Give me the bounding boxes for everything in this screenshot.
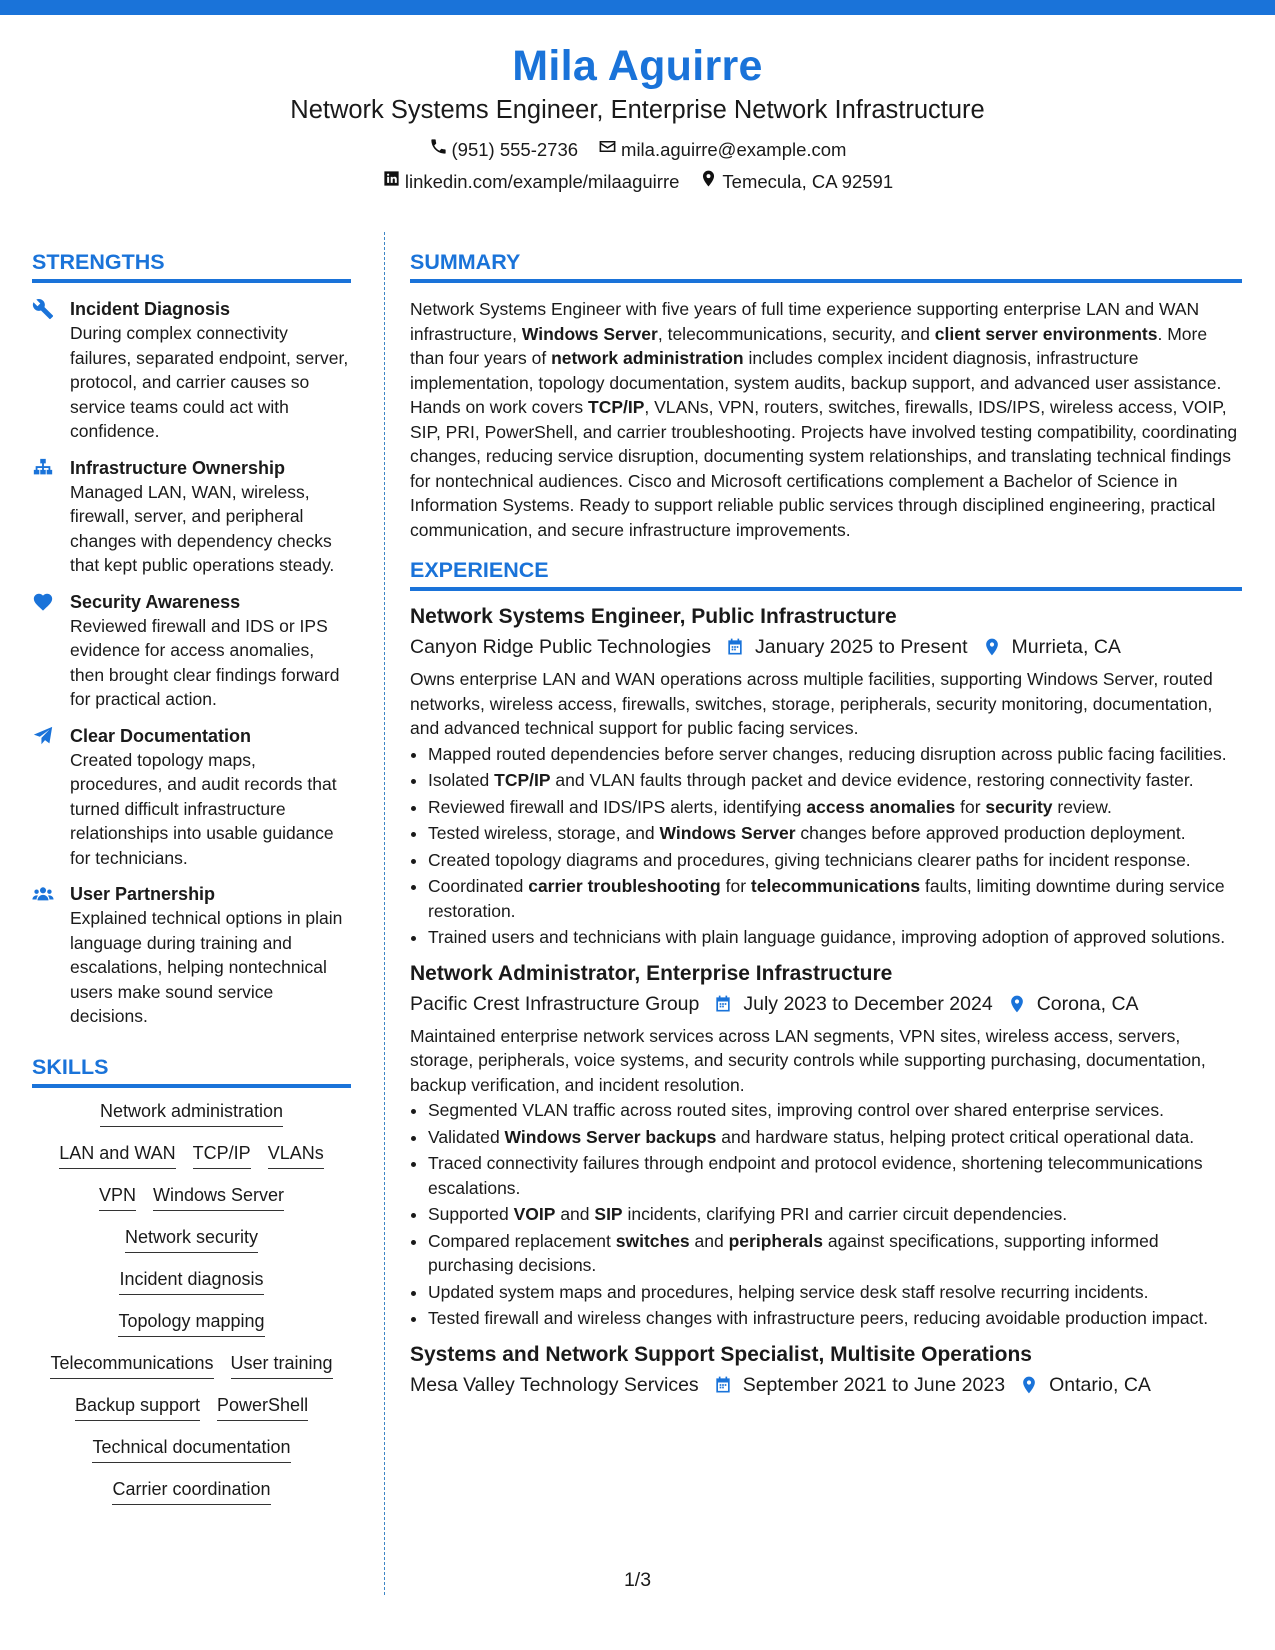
skill-tag: Network security — [125, 1226, 258, 1253]
strength-description: Created topology maps, procedures, and audit records that turned difficult infrastructure relationships into usable guidance for technicians. — [70, 749, 337, 868]
job-entry — [410, 960, 1242, 1331]
skill-tag: Telecommunications — [50, 1352, 213, 1379]
text-run: against specifications, supporting informed purchasing decisions. — [428, 1230, 1159, 1275]
skill-row — [32, 1436, 351, 1463]
skill-row — [32, 1268, 351, 1295]
skill-row — [32, 1226, 351, 1253]
job-location — [1019, 1371, 1151, 1399]
calendar-icon — [725, 637, 755, 657]
text-run: Segmented VLAN traffic across routed sites, improving control over shared enterprise services. — [428, 1100, 1164, 1120]
text-run: , VLANs, VPN, routers, switches, firewalls, IDS/IPS, wireless access, VOIP, SIP, PRI, PowerShell, and carrier troubleshooting. Projects have involved testing compatibility, coordinating changes, reducing service disruption, documenting system relationships, and translating technical findings for nontechnical audiences. Cisco and Microsoft certifications complement a Bachelor of Science in Information Systems. Ready to support reliable public services through disciplined engineering, practical communication, and secure infrastructure improvements. — [410, 397, 1238, 540]
text-run: review. — [1052, 796, 1112, 817]
skill-tag: Windows Server — [153, 1184, 284, 1211]
experience-heading: EXPERIENCE — [410, 556, 1242, 591]
strength-item — [32, 456, 351, 578]
job-description: Maintained enterprise network services across LAN segments, VPN sites, wireless access, servers, storage, peripherals, voice systems, and security controls while supporting purchasing, documentation, backup verification, and incident resolution. — [410, 1025, 1206, 1095]
job-meta — [410, 990, 1242, 1018]
text-run: Coordinated — [428, 876, 529, 896]
page-number: 1/3 — [623, 1569, 652, 1591]
achievement-item — [428, 742, 1242, 767]
sitemap-icon — [32, 456, 70, 578]
email-address: mila.aguirre@example.com — [621, 138, 847, 160]
location-text: Temecula, CA 92591 — [722, 170, 894, 192]
bold-keyword: Windows Server backups — [504, 1126, 717, 1147]
job-dates — [713, 990, 992, 1018]
job-entry — [410, 603, 1242, 950]
date-range: July 2023 to December 2024 — [743, 992, 993, 1015]
job-meta — [410, 1371, 1242, 1399]
text-run: and — [555, 1204, 595, 1224]
strength-item — [32, 882, 351, 1029]
text-run: Validated — [428, 1126, 505, 1147]
map-pin-icon — [982, 637, 1012, 657]
text-run: . More than four years of — [410, 323, 1208, 368]
bold-keyword: peripherals — [728, 1230, 823, 1251]
resume-header — [0, 40, 1275, 194]
email-contact[interactable] — [598, 137, 846, 162]
achievement-item — [428, 768, 1242, 793]
strength-title: Security Awareness — [70, 591, 241, 612]
linkedin-icon — [382, 169, 401, 194]
bold-keyword: VOIP — [513, 1204, 556, 1224]
skill-tag: Network administration — [100, 1100, 283, 1127]
contact-row-1 — [0, 137, 1275, 162]
text-run: and — [689, 1230, 729, 1251]
location-text: Corona, CA — [1036, 992, 1139, 1015]
achievement-item — [428, 1202, 1242, 1227]
achievement-item — [428, 795, 1242, 820]
linkedin-contact[interactable] — [382, 169, 680, 194]
skills-list — [32, 1100, 351, 1505]
job-dates — [713, 1371, 1005, 1399]
phone-contact[interactable] — [429, 137, 579, 162]
achievement-item — [428, 1098, 1242, 1123]
job-location — [1007, 990, 1139, 1018]
achievement-item — [428, 1306, 1242, 1331]
location-contact — [699, 169, 893, 194]
text-run: Compared replacement — [428, 1230, 616, 1251]
text-run: Tested wireless, storage, and — [428, 823, 660, 843]
right-column — [410, 248, 1242, 1411]
strength-description: Reviewed firewall and IDS or IPS evidence for access anomalies, then brought clear findings forward for practical action. — [70, 615, 340, 709]
skill-tag: VPN — [99, 1184, 136, 1211]
achievement-item — [428, 1151, 1242, 1200]
headline: Network Systems Engineer, Enterprise Network Infrastructure — [290, 96, 985, 124]
achievement-item — [428, 1125, 1242, 1150]
text-run: , telecommunications, security, and — [657, 323, 935, 344]
linkedin-url: linkedin.com/example/milaaguirre — [404, 170, 680, 192]
text-run: Mapped routed dependencies before server changes, reducing disruption across public facing facilities. — [428, 743, 1227, 764]
job-title: Network Systems Engineer, Public Infrastructure — [410, 605, 897, 628]
job-description: Owns enterprise LAN and WAN operations across multiple facilities, supporting Windows Server, routed networks, wireless access, firewalls, switches, storage, peripherals, security monitoring, documentation, and advanced technical support for public facing services. — [410, 669, 1213, 738]
job-title: Systems and Network Support Specialist, Multisite Operations — [410, 1342, 1032, 1366]
strength-title: Incident Diagnosis — [70, 299, 231, 319]
skill-tag: VLANs — [268, 1142, 324, 1169]
bold-keyword: Windows Server — [659, 823, 796, 843]
job-location — [982, 633, 1121, 661]
skill-row — [32, 1352, 351, 1379]
left-column — [32, 248, 351, 1520]
experience-list — [410, 603, 1242, 1399]
map-pin-icon — [1019, 1375, 1049, 1395]
bold-keyword: TCP/IP — [588, 397, 645, 417]
strength-item — [32, 297, 351, 444]
strengths-heading: STRENGTHS — [32, 248, 351, 283]
candidate-name: Mila Aguirre — [512, 42, 763, 90]
summary-paragraph — [410, 297, 1242, 542]
top-accent-bar — [0, 0, 1275, 15]
strength-title: Clear Documentation — [70, 725, 252, 746]
calendar-icon — [713, 994, 743, 1014]
skill-row — [32, 1100, 351, 1127]
bold-keyword: TCP/IP — [494, 770, 551, 790]
bold-keyword: access anomalies — [806, 796, 956, 817]
skill-row — [32, 1142, 351, 1169]
skills-section — [32, 1053, 351, 1505]
strength-item — [32, 590, 351, 712]
users-icon — [32, 882, 70, 1029]
strength-description: Explained technical options in plain language during training and escalations, helping nontechnical users make sound service decisions. — [70, 908, 343, 1026]
achievement-item — [428, 925, 1242, 950]
bold-keyword: security — [985, 796, 1053, 817]
wrench-icon — [32, 297, 70, 444]
text-run: Traced connectivity failures through endpoint and protocol evidence, shortening telecommunications escalations. — [428, 1153, 1203, 1198]
achievement-item — [428, 1229, 1242, 1278]
company-name: Mesa Valley Technology Services — [410, 1373, 699, 1396]
location-text: Murrieta, CA — [1011, 636, 1121, 658]
text-run: Isolated — [428, 770, 495, 790]
location-text: Ontario, CA — [1049, 1373, 1151, 1396]
map-pin-icon — [699, 169, 718, 194]
skill-tag: PowerShell — [217, 1394, 308, 1421]
text-run: includes complex incident diagnosis, infrastructure implementation, topology documentation, system audits, backup support, and advanced user assistance. Hands on work covers — [410, 348, 1222, 417]
text-run: Supported — [428, 1204, 514, 1224]
text-run: Created topology diagrams and procedures, giving technicians clearer paths for incident response. — [428, 849, 1191, 870]
skill-tag: Technical documentation — [92, 1436, 290, 1463]
date-range: September 2021 to June 2023 — [742, 1373, 1006, 1396]
text-run: Tested firewall and wireless changes with infrastructure peers, reducing avoidable production impact. — [428, 1308, 1209, 1328]
skill-row — [32, 1310, 351, 1337]
achievement-item — [428, 874, 1242, 923]
skill-row — [32, 1184, 351, 1211]
job-meta — [410, 633, 1242, 661]
text-run: Trained users and technicians with plain language guidance, improving adoption of approved solutions. — [428, 927, 1226, 947]
text-run: Network Systems Engineer with five years of full time experience supporting enterprise LAN and WAN infrastructure, — [410, 299, 1200, 344]
job-entry — [410, 1341, 1242, 1399]
bold-keyword: client server environments — [934, 323, 1158, 344]
heart-icon — [32, 590, 70, 712]
achievement-item — [428, 848, 1242, 873]
job-title: Network Administrator, Enterprise Infrastructure — [410, 961, 893, 985]
skill-tag: Topology mapping — [118, 1310, 264, 1337]
achievement-list — [410, 1098, 1242, 1331]
skills-heading: SKILLS — [32, 1053, 351, 1088]
strength-title: User Partnership — [70, 884, 216, 904]
bold-keyword: switches — [615, 1230, 690, 1251]
text-run: Reviewed firewall and IDS/IPS alerts, identifying — [428, 796, 807, 817]
text-run: and VLAN faults through packet and device evidence, restoring connectivity faster. — [550, 770, 1194, 790]
skill-tag: LAN and WAN — [59, 1142, 175, 1169]
strength-description: During complex connectivity failures, separated endpoint, server, protocol, and carrier causes so service teams could act with confidence. — [70, 323, 349, 441]
strength-description: Managed LAN, WAN, wireless, firewall, server, and peripheral changes with dependency checks that kept public operations steady. — [70, 481, 335, 575]
skill-row — [32, 1478, 351, 1505]
bold-keyword: network administration — [551, 348, 744, 368]
job-dates — [725, 633, 967, 661]
achievement-item — [428, 821, 1242, 846]
skill-row — [32, 1394, 351, 1421]
bold-keyword: SIP — [594, 1204, 623, 1224]
achievement-list — [410, 742, 1242, 950]
phone-number: (951) 555-2736 — [451, 138, 579, 160]
bold-keyword: Windows Server — [521, 323, 658, 344]
calendar-icon — [713, 1375, 743, 1395]
strength-item — [32, 724, 351, 871]
phone-icon — [429, 137, 448, 162]
text-run: incidents, clarifying PRI and carrier circuit dependencies. — [622, 1204, 1068, 1224]
text-run: Updated system maps and procedures, helping service desk staff resolve recurring incidents. — [428, 1281, 1149, 1302]
bold-keyword: telecommunications — [750, 876, 921, 896]
skill-tag: Backup support — [75, 1394, 200, 1421]
skill-tag: Incident diagnosis — [119, 1268, 263, 1295]
skill-tag: User training — [231, 1352, 333, 1379]
strength-title: Infrastructure Ownership — [70, 457, 286, 478]
summary-heading: SUMMARY — [410, 248, 1242, 283]
company-name: Canyon Ridge Public Technologies — [410, 636, 712, 658]
text-run: changes before approved production deployment. — [795, 823, 1186, 843]
envelope-icon — [598, 137, 617, 162]
paper-plane-icon — [32, 724, 70, 871]
company-name: Pacific Crest Infrastructure Group — [410, 992, 700, 1015]
contact-row-2 — [0, 169, 1275, 194]
map-pin-icon — [1007, 994, 1037, 1014]
column-divider — [384, 232, 385, 1595]
text-run: for — [720, 876, 751, 896]
text-run: faults, limiting downtime during service restoration. — [428, 876, 1225, 921]
bold-keyword: carrier troubleshooting — [528, 876, 721, 896]
skill-tag: Carrier coordination — [112, 1478, 270, 1505]
text-run: for — [955, 796, 986, 817]
date-range: January 2025 to Present — [755, 636, 968, 658]
achievement-item — [428, 1280, 1242, 1305]
skill-tag: TCP/IP — [193, 1142, 251, 1169]
text-run: and hardware status, helping protect critical operational data. — [716, 1126, 1195, 1147]
